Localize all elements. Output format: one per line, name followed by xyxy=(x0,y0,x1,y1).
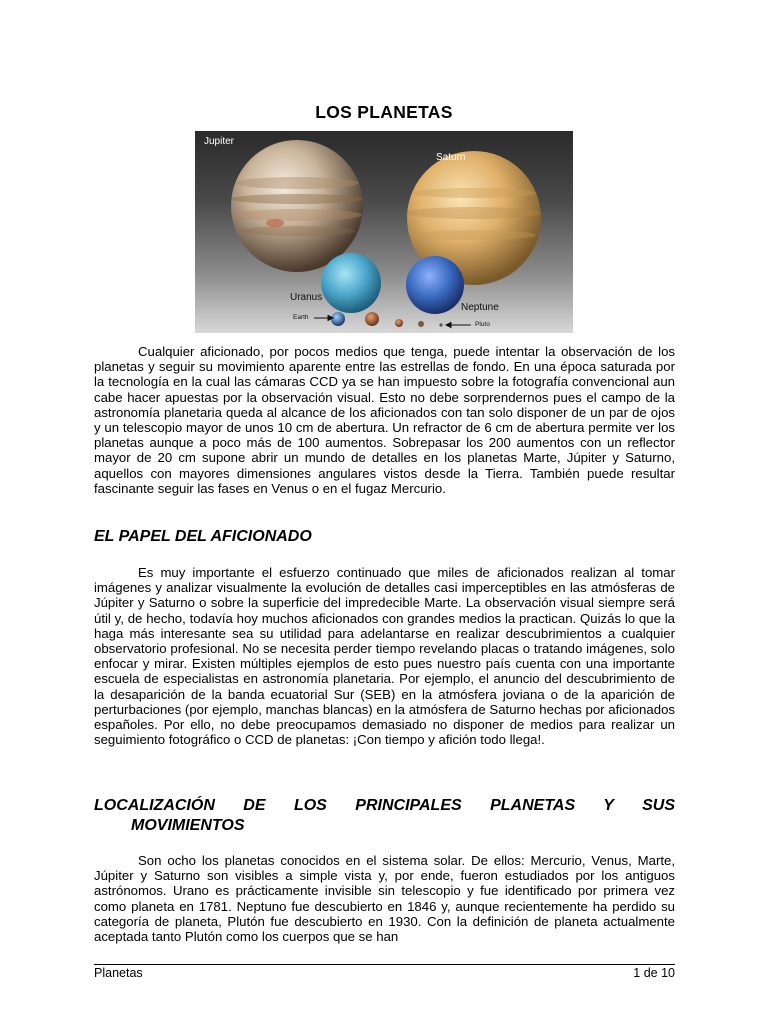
mars-planet xyxy=(395,319,403,327)
heading-localizacion: LOCALIZACIÓN DE LOS PRINCIPALES PLANETAS Y SUS xyxy=(94,797,675,814)
pluto-planet xyxy=(439,323,442,326)
localizacion-paragraph: Son ocho los planetas conocidos en el sistema solar. De ellos: Mercurio, Venus, Marte, Júpiter y Saturno son visibles a simple vista y, por ende, fueron estudiados por los antiguos astrónomos. Urano es prácticamente invisible sin telescopio y fue identificado por primera vez como planeta en 1781. Neptuno fue descubierto en 1846 y, aunque recientemente ha perdido su categoría de planeta, Plutón fue descubierto en 1930. Con la definición de planeta actualmente aceptada tanto Plutón como los cuerpos que se han xyxy=(94,853,675,945)
planets-figure xyxy=(195,131,573,333)
earth-arrow xyxy=(314,316,333,321)
papel-paragraph: Es muy importante el esfuerzo continuado que miles de aficionados realizan al tomar imágenes y analizar visualmente la evolución de detalles casi imperceptibles en las atmósferas de Júpiter y Saturno o sobre la superficie del impredecible Marte. La observación visual siempre será útil y, de hecho, todavía hoy muchos aficionados con grandes medios la practican. Quizás lo que la haga más interesante sea su utilidad para adelantarse en realizar descubrimientos a cualquier observatorio profesional. No se necesita perder tiempo revelando placas o tratando imágenes, solo enfocar y mirar. Existen múltiples ejemplos de esto pues nuestro país cuenta con una importante escuela de especialistas en astronomía planetaria. Por ejemplo, el anuncio del descubrimiento de la desaparición de la banda ecuatorial Sur (SEB) en la atmósfera joviana o de la aparición de perturbaciones (por ejemplo, manchas blancas) en la atmósfera de Saturno hechas por aficionados españoles. Por ello, no debe preocupamos demasiado no disponer de medios para realizar un seguimiento fotográfico o CCD de planetas: ¡Con tiempo y afición todo llega!. xyxy=(94,565,675,748)
planets-illustration xyxy=(195,131,573,333)
mercury-planet xyxy=(418,321,424,327)
heading-papel-aficionado: EL PAPEL DEL AFICIONADO xyxy=(94,528,312,545)
saturn-label: Saturn xyxy=(436,152,466,163)
neptune-planet xyxy=(406,256,464,314)
earth-planet xyxy=(331,312,345,326)
heading-localizacion-continued: MOVIMIENTOS xyxy=(131,817,245,834)
footer-document-name: Planetas xyxy=(94,966,143,980)
jupiter-label: Jupiter xyxy=(204,136,235,147)
pluto-arrow xyxy=(446,323,471,328)
earth-label: Earth xyxy=(293,314,309,321)
footer-divider xyxy=(94,964,675,965)
footer-page-number: 1 de 10 xyxy=(633,966,675,980)
uranus-planet xyxy=(321,253,381,313)
uranus-label: Uranus xyxy=(290,292,323,303)
page-title: LOS PLANETAS xyxy=(315,102,453,122)
intro-paragraph: Cualquier aficionado, por pocos medios que tenga, puede intentar la observación de los planetas y seguir su movimiento aparente entre las estrellas de fondo. En una época saturada por la tecnología en la cual las cámaras CCD ya se han impuesto sobre la fotografía convencional aun cabe hacer apuestas por la observación visual. Esto no debe sorprendernos pues el campo de la astronomía planetaria queda al alcance de los aficionados con tan solo disponer de un par de ojos y un telescopio mayor de unos 10 cm de abertura. Un refractor de 6 cm de abertura permite ver los planetas aunque a poco más de 100 aumentos. Sobrepasar los 200 aumentos con un reflector mayor de 20 cm supone abrir un mundo de detalles en los planetas Marte, Júpiter y Saturno, aquellos con mayores dimensiones angulares vistos desde la Tierra. También puede resultar fascinante seguir las fases en Venus o en el fugaz Mercurio. xyxy=(94,344,675,496)
venus-planet xyxy=(365,312,379,326)
neptune-label: Neptune xyxy=(461,302,499,313)
pluto-label: Pluto xyxy=(475,321,490,328)
jupiter-planet xyxy=(231,140,363,272)
